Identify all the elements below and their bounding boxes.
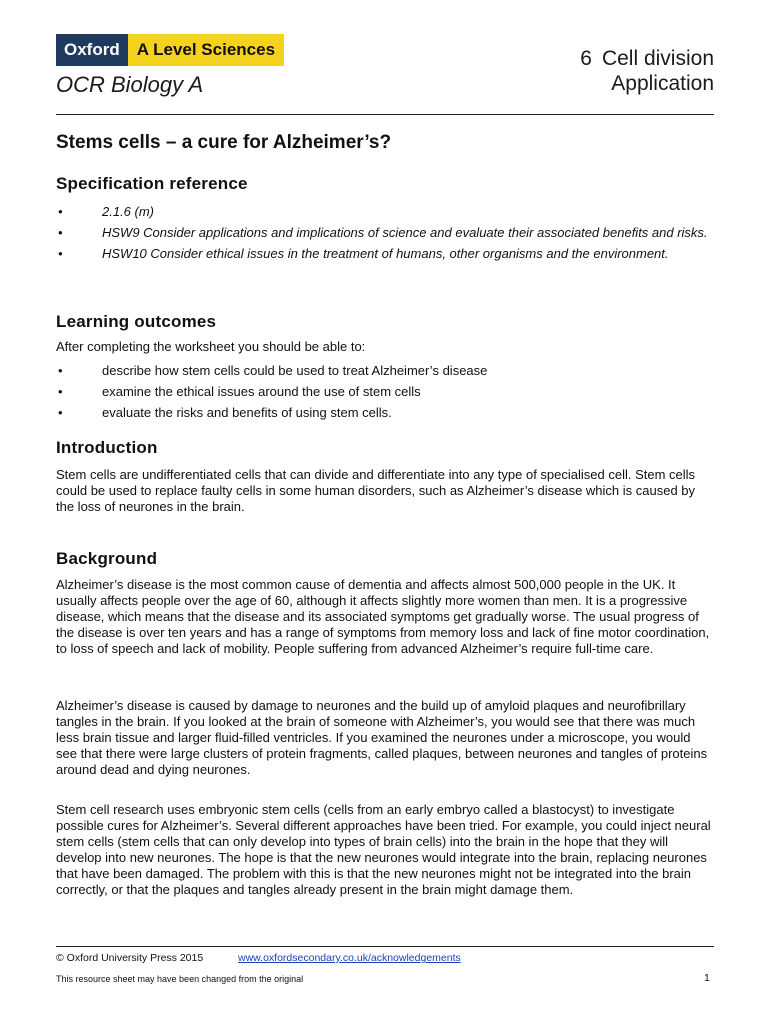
outcome-item: • examine the ethical issues around the use of stem cells xyxy=(56,384,714,400)
logo-oxford-text: Oxford xyxy=(56,34,128,66)
page-header xyxy=(56,34,714,114)
unit-subtitle: Application xyxy=(611,72,714,95)
outcomes-intro: After completing the worksheet you should be able to: xyxy=(56,339,366,354)
spec-list xyxy=(56,204,714,267)
page-title: Stems cells – a cure for Alzheimer’s? xyxy=(56,132,392,153)
unit-heading xyxy=(580,46,714,96)
course-title: OCR Biology A xyxy=(56,72,204,97)
spec-item: • HSW9 Consider applications and implications of science and evaluate their associated benefits and risks. xyxy=(56,225,714,241)
background-heading: Background xyxy=(56,549,158,568)
introduction-text: Stem cells are undifferentiated cells that can divide and differentiate into any type of specialised cell. Stem cells could be used to replace faulty cells in some human disorders, such as Alzheimer’s disease which is caused by the loss of neurones in the brain. xyxy=(56,467,696,514)
copyright: © Oxford University Press 2015 xyxy=(56,952,204,964)
background-paragraph: Alzheimer’s disease is the most common cause of dementia and affects almost 500,000 people in the UK. It usually affects people over the age of 60, although it affects slightly more women than men. It is a progressive disease, which means that the disease and its associated symptoms get gradually worse. The usual progress of the disease is over ten years and has a range of symptoms from memory loss and lack of fine motor coordination, to loss of speech and lack of mobility. People suffering from advanced Alzheimer’s require full-time care. xyxy=(56,577,710,656)
page-number: 1 xyxy=(704,972,710,984)
oxford-logo xyxy=(56,34,284,66)
unit-number: 6 xyxy=(580,47,592,70)
introduction-heading: Introduction xyxy=(56,438,158,457)
footer-divider xyxy=(56,946,714,947)
spec-heading: Specification reference xyxy=(56,174,248,193)
spec-item: • 2.1.6 (m) xyxy=(56,204,714,220)
background-paragraph: Stem cell research uses embryonic stem cells (cells from an early embryo called a blastocyst) to investigate possible cures for Alzheimer’s. Several different approaches have been tried. For example, you could inject neural stem cells (stem cells that can only develop into types of brain cells) into the brain in the hope that they will develop into new neurones. The hope is that the new neurones would integrate into the brain, replacing neurones that have been damaged. The problem with this is that the new neurones might not be integrated into the brain correctly, or that the plaques and tangles already present in the brain might damage them. xyxy=(56,802,711,897)
spec-item: • HSW10 Consider ethical issues in the treatment of humans, other organisms and the environment. xyxy=(56,246,714,262)
header-divider xyxy=(56,114,714,115)
footer-note: This resource sheet may have been changed from the original xyxy=(56,974,304,984)
background-paragraph: Alzheimer’s disease is caused by damage to neurones and the build up of amyloid plaques and neurofibrillary tangles in the brain. If you looked at the brain of someone with Alzheimer’s, you would see that there was much less brain tissue and larger fluid-filled ventricles. If you examined the neurones under a microscope, you would see that there were large clusters of protein fragments, called plaques, between neurones and tangles of proteins around dead and dying neurones. xyxy=(56,698,708,777)
acknowledgements-link[interactable]: www.oxfordsecondary.co.uk/acknowledgements xyxy=(238,952,461,964)
outcome-item: • describe how stem cells could be used to treat Alzheimer’s disease xyxy=(56,363,714,379)
outcomes-heading: Learning outcomes xyxy=(56,312,217,331)
unit-title: Cell division xyxy=(601,47,714,70)
outcomes-list xyxy=(56,363,714,426)
logo-sciences-text: A Level Sciences xyxy=(128,34,284,66)
outcome-item: • evaluate the risks and benefits of using stem cells. xyxy=(56,405,714,421)
document-page xyxy=(56,34,714,897)
